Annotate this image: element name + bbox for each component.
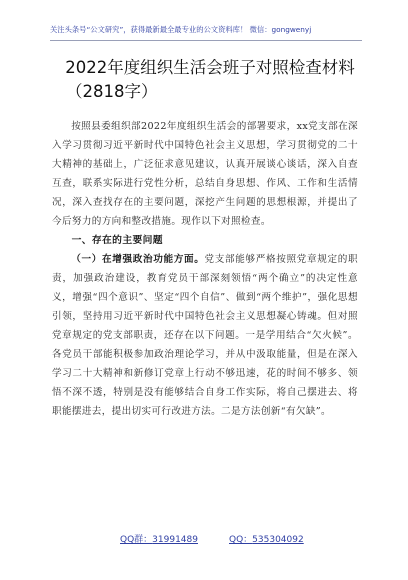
section-heading: 一、存在的主要问题 [71, 235, 163, 246]
qq-number: 535304092 [252, 535, 304, 545]
header-divider [50, 40, 362, 41]
item-paragraph [52, 250, 358, 421]
qq-contact [229, 532, 304, 545]
document-body [52, 117, 358, 421]
promo-banner: 关注头条号“公文研究”，获得最新最全最专业的公文资料库！ 微信：gongwenyj [50, 25, 312, 34]
item-lead: （一）在增强政治功能方面。 [71, 254, 205, 265]
item-text: 党支部能够严格按照党章规定的职责，加强政治建设，教育党员干部深刻领悟“两个确立”的决定性意义，增强“四个意识”、坚定“四个自信”、做到“两个维护”，强化思想引领，坚持用习近平新时代中国特色社会主义思想凝心铸魂。但对照党章规定的党支部职责，还存在以下问题。一是学用结合“欠火候”。各党员干部能积极参加政治理论学习，并从中汲取能量，但是在深入学习二十大精神和新修订党章上行动不够迅速，花的时间不够多、领悟不深不透，特别是没有能够结合自身工作实际，将自己摆进去、将职能摆进去，提出切实可行改进方法。二是方法创新“有欠缺”。 [52, 254, 358, 417]
qq-group-contact [120, 532, 198, 545]
intro-paragraph: 按照县委组织部2022年度组织生活会的部署要求，xx党支部在深入学习贯彻习近平新时代中国特色社会主义思想，学习贯彻党的二十大精神的基础上，广泛征求意见建议，认真开展谈心谈话，深入自查互查，联系实际进行党性分析，总结自身思想、作风、工作和生活情况，深入查找存在的主要问题，深挖产生问题的思想根源，并提出了今后努力的方向和整改措施。现作以下对照检查。 [52, 121, 358, 227]
document-title-block [50, 56, 370, 104]
footer-contact [0, 532, 408, 546]
qq-group-label: QQ群： [120, 535, 153, 545]
qq-group-number: 31991489 [152, 535, 198, 545]
qq-label: QQ： [229, 535, 253, 545]
document-title: 2022年度组织生活会班子对照检查材料 [65, 58, 355, 77]
document-word-count: （2818字） [66, 82, 158, 101]
